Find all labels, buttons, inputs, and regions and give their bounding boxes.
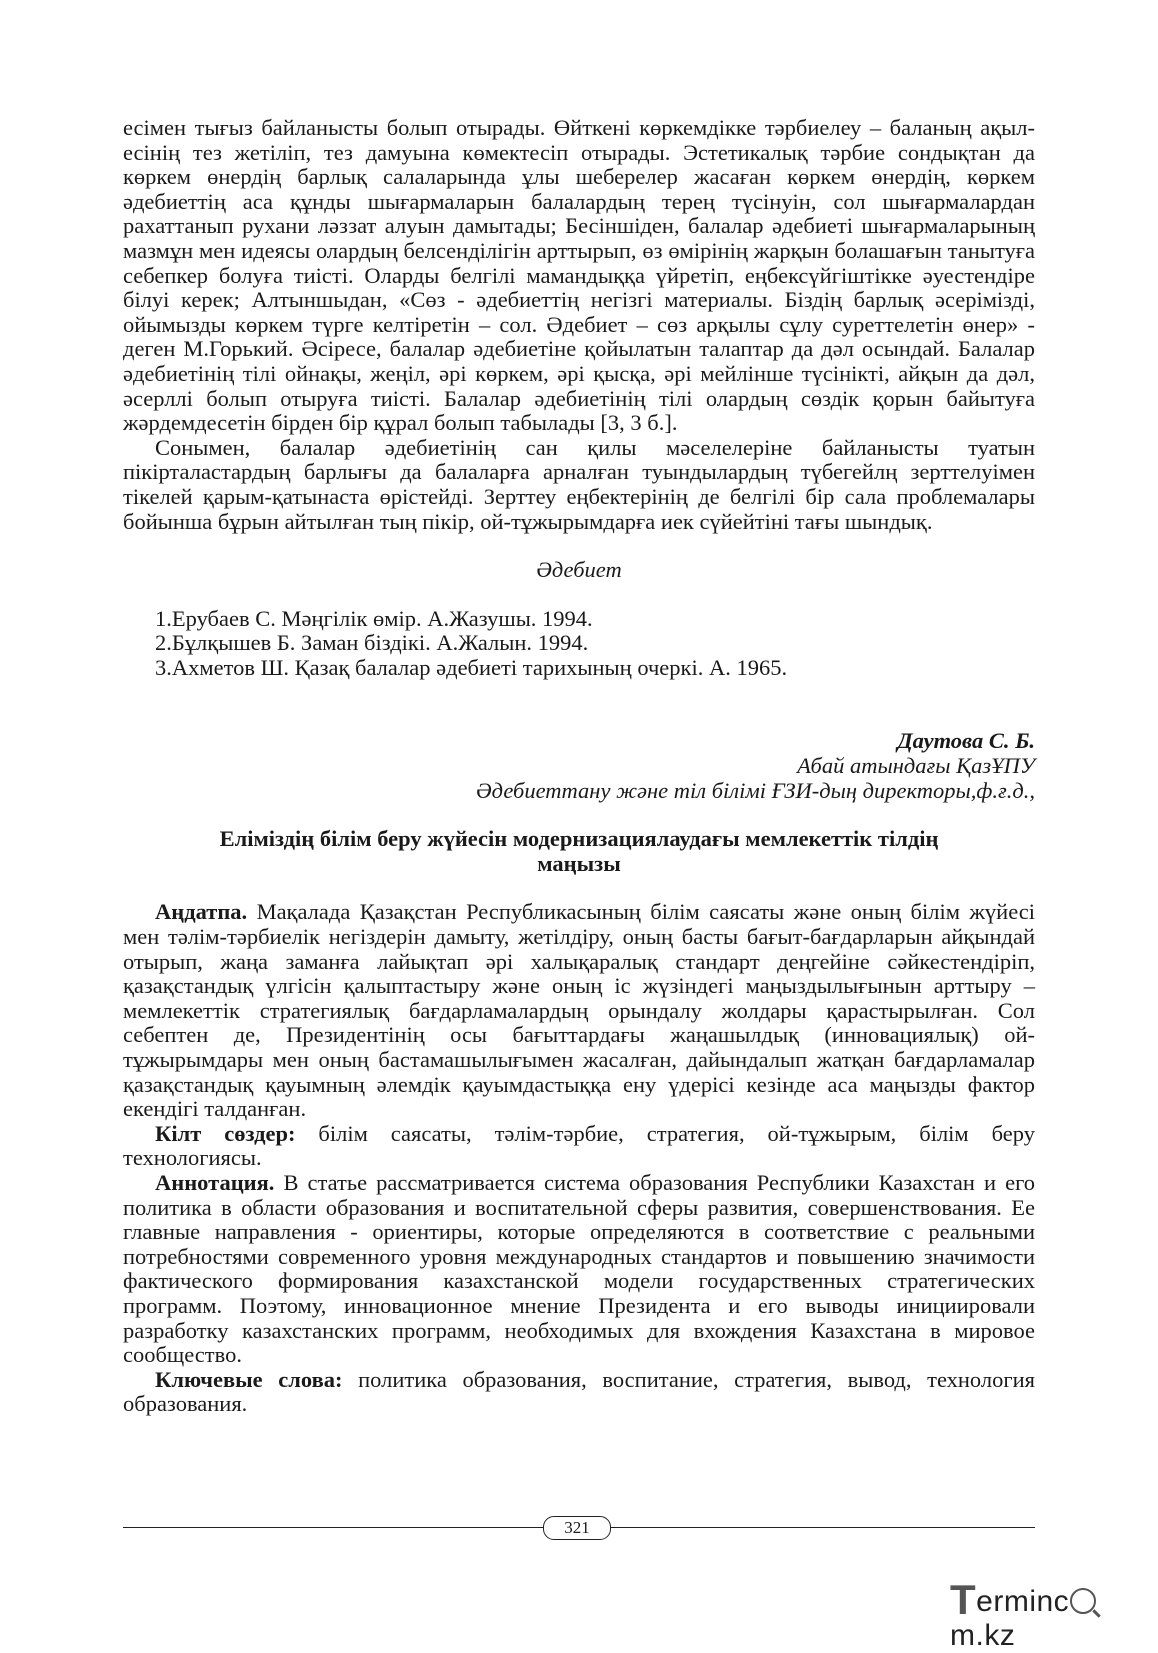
page-content xyxy=(123,116,1035,1417)
page-footer xyxy=(123,1516,1035,1540)
continued-paragraph: есімен тығыз байланысты болып отырады. Өйткені көркемдікке тәрбиелеу – баланың ақыл-есінің тез жетіліп, тез дамуына көмектесіп отырады. Эстетикалық тәрбие сондықтан да көркем өнердің барлық салаларында ұлы шеберелер жасаған көркем өнердің, көркем әдебиеттің аса құнды шығармаларын балалардың терең түсінуін, сол шығармалардан рахаттанып рухани ләззат алуын дамытады; Бесіншіден, балалар әдебиеті шығармаларының мазмұн мен идеясы олардың белсенділігін арттырып, өз өмірінің жарқын болашағын танытуға себепкер болуға тиісті. Оларды белгілі мамандыққа үйретіп, еңбексүйгіштікке әуестендіре білуі керек; Алтыншыдан, «Сөз - әдебиеттің негізгі материалы. Біздің барлық әсерімізді, ойымызды көркем түрге келтіретін – сол. Әдебиет – сөз арқылы сұлу суреттелетін өнер» - деген М.Горький. Әсіресе, балалар әдебиетіне қойылатын талаптар да дәл осындай. Балалар әдебиетінің тілі ойнақы, жеңіл, әрі көркем, әрі қысқа, әрі мейлінше түсінікті, айқын да дәл, әсерллі болып отыруға тиісті. Балалар әдебиетінің тілі олардың сөздік қорын байытуға жәрдемдесетін бірден бір құрал болып табылады [3, 3 б.]. xyxy=(123,115,1035,436)
references-list xyxy=(155,607,1035,681)
reference-item: 1.Ерубаев С. Мәңгілік өмір. А.Жазушы. 1994. xyxy=(155,605,593,631)
watermark-logo xyxy=(950,1576,1158,1653)
watermark-end: m.kz xyxy=(950,1619,1016,1652)
keywords-kz xyxy=(123,1122,1035,1171)
keywords-kz-text: білім саясаты, тәлім-тәрбие, стратегия, ой-тұжырым, білім беру технологиясы. xyxy=(123,1120,1035,1171)
reference-item: 3.Ахметов Ш. Қазақ балалар әдебиеті тарихының очеркі. А. 1965. xyxy=(155,654,788,680)
watermark-initial: T xyxy=(950,1576,977,1623)
article-title: Еліміздің білім беру жүйесін модернизациялаудағы мемлекеттік тілдің маңызы xyxy=(219,826,939,876)
abstract-kz-lead: Аңдатпа. xyxy=(155,899,248,925)
author-affiliation: Абай атындағы ҚазҰПУ xyxy=(797,753,1035,779)
author-name: Даутова С. Б. xyxy=(897,728,1035,754)
page-number: 321 xyxy=(543,1516,611,1540)
keywords-kz-lead: Кілт сөздер: xyxy=(155,1120,296,1146)
watermark-middle: erminc xyxy=(976,1585,1070,1618)
keywords-ru xyxy=(123,1368,1035,1417)
abstract-ru xyxy=(123,1171,1035,1368)
abstract-ru-lead: Аннотация. xyxy=(155,1169,275,1195)
abstract-kz-text: Мақалада Қазақстан Республикасының білім саясаты және оның білім жүйесі мен тәлім-тәрбиелік негіздерін дамыту, жетілдіру, оның басты бағыт-бағдарларын айқындай отырып, жаңа заманға лайықтап әрі халықаралық стандарт деңгейіне сәйкестендіріп, қазақстандық үлгісін қалыптастыру және оның іс жүзіндегі маңыздылығынын арттыру – мемлекеттік стратегиялық бағдарламалардың орындалу жолдары қарастырылған. Сол себептен де, Президентінің осы бағыттардағы жаңашылдық (инновациялық) ой-тұжырымдары мен оның бастамашылығымен жасалған, дайындалып жатқан бағдарламалар қазақстандық қауымның әлемдік қауымдастыққа ену үдерісі кезінде аса маңызды фактор екендігі талданған. xyxy=(123,899,1035,1122)
keywords-ru-text: политика образования, воспитание, стратегия, вывод, технология образования. xyxy=(123,1366,1035,1417)
reference-item: 2.Бұлқышев Б. Заман біздікі. А.Жалын. 1994. xyxy=(155,630,589,656)
author-position: Әдебиеттану және тіл білімі ҒЗИ-дың директоры,ф.ғ.д., xyxy=(476,777,1035,803)
keywords-ru-lead: Ключевые слова: xyxy=(155,1366,343,1392)
second-paragraph: Сонымен, балалар әдебиетінің сан қилы мәселелеріне байланысты туатын пікірталастардың барлығы да балаларға арналған туындылардың түбегейлң зерттелуімен тікелей қарым-қатынаста өрістейді. Зерттеу еңбектерінің де белгілі бір сала проблемалары бойынша бұрын айтылған тың пікір, ой-тұжырымдарға иек сүйейтіні тағы шындық. xyxy=(123,434,1035,534)
author-block xyxy=(123,729,1035,803)
references-heading: Әдебиет xyxy=(536,557,622,583)
abstract-ru-text: В статье рассматривается система образования Республики Казахстан и его политика в области образования и воспитательной сферы развития, совершенствования. Ее главные направления - ориентиры, которые определяются в соответствие с реальными потребностями современного уровня международных стандартов и повышению значимости фактического формирования казахстанской модели государственных стратегических программ. Поэтому, инновационное мнение Президента и его выводы инициировали разработку казахстанских программ, необходимых для вхождения Казахстана в мировое сообщество. xyxy=(123,1169,1035,1368)
magnifier-icon xyxy=(1070,1588,1096,1614)
abstract-kz xyxy=(123,900,1035,1121)
